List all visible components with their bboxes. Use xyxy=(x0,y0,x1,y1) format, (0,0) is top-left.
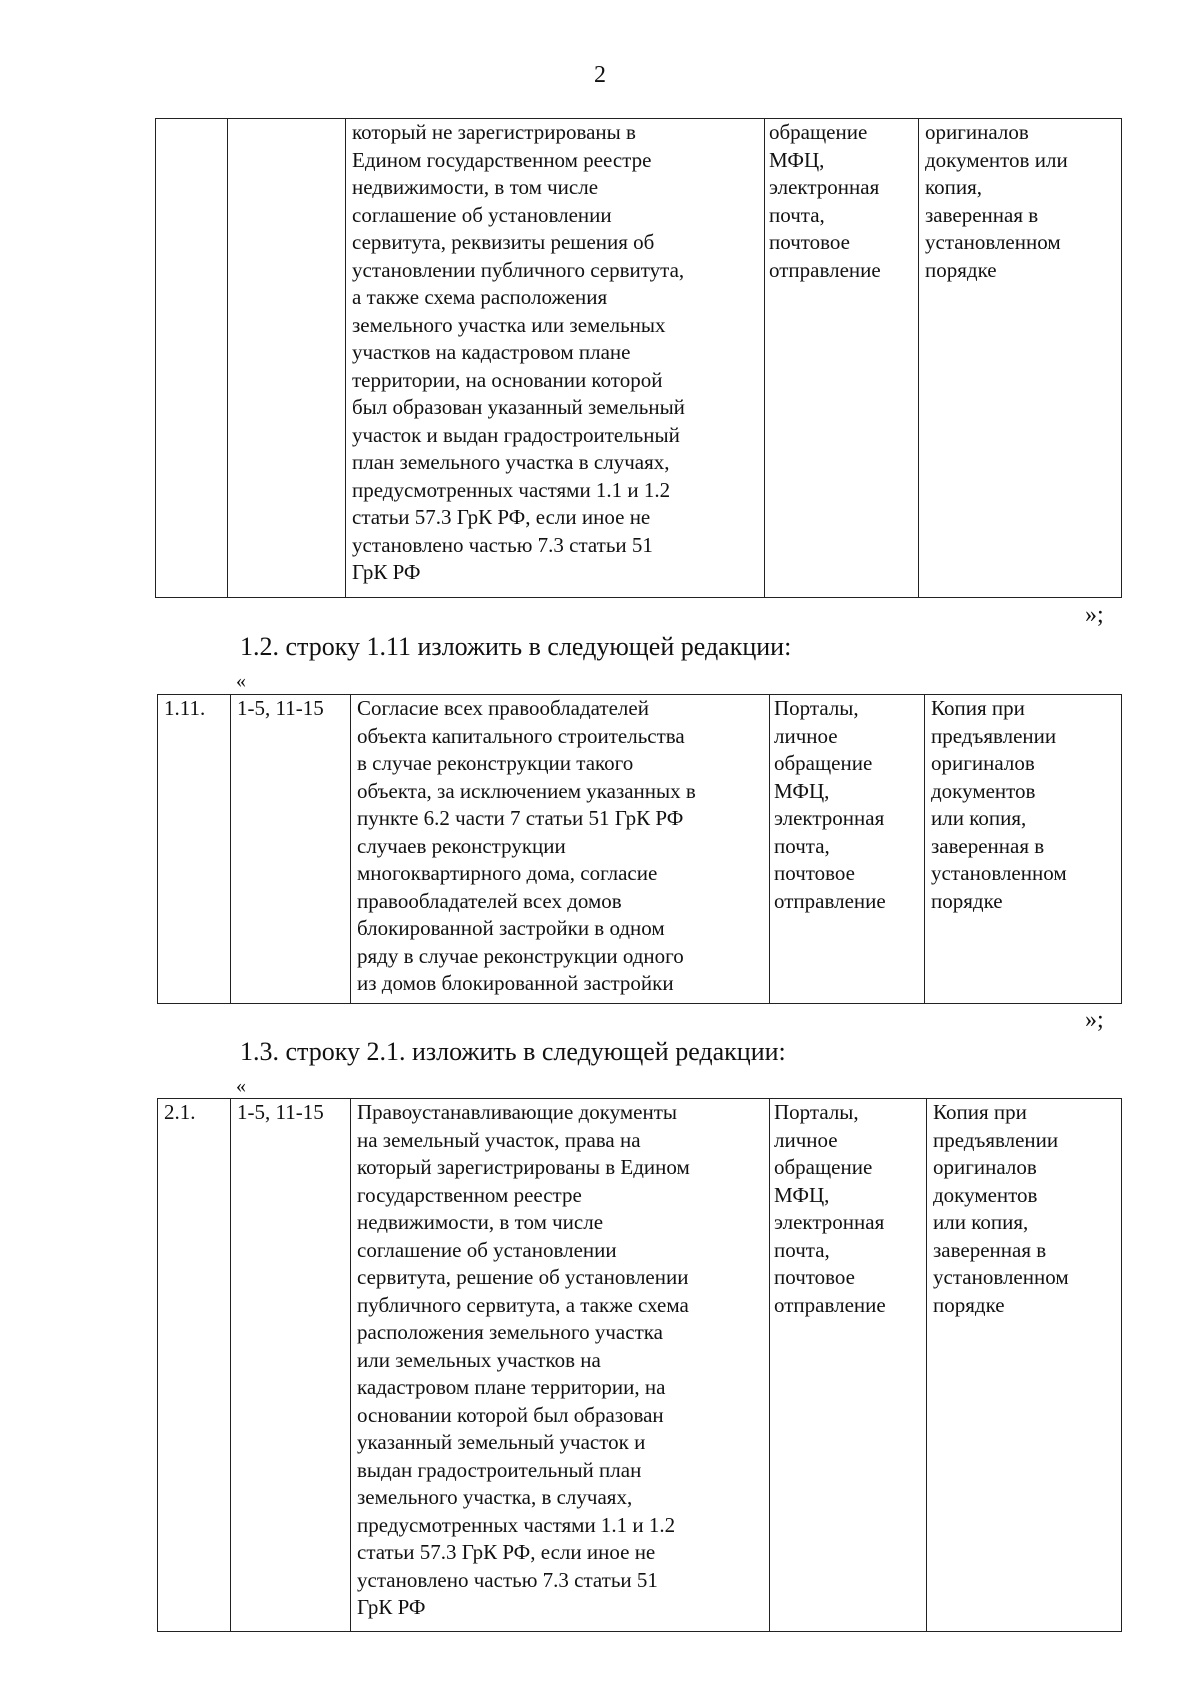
cell-text-line: личное xyxy=(774,723,838,748)
cell-text-line: порядке xyxy=(925,257,997,282)
cell-text-line: установленном xyxy=(925,230,1061,254)
cell-text-line: почта, xyxy=(774,833,830,858)
cell-text-line: документов xyxy=(931,778,1036,803)
page-number: 2 xyxy=(594,62,606,88)
cell-text-line: отправление xyxy=(774,888,886,913)
cell-text-line: план земельного участка в случаях, xyxy=(352,450,670,474)
cell-text-line: расположения земельного участка xyxy=(357,1320,663,1344)
cell-text-line: который не зарегистрированы в xyxy=(352,120,636,144)
document-description-cell xyxy=(351,1099,770,1632)
cell-text-line: личное xyxy=(774,1127,838,1152)
cell-text-line: недвижимости, в том числе xyxy=(352,175,599,199)
row-codes-cell: 1-5, 11-15 xyxy=(231,1099,351,1632)
cell-text-line: государственном реестре xyxy=(357,1182,582,1207)
cell-text-line: соглашение об установлении xyxy=(352,202,612,227)
cell-text-line: Копия при xyxy=(933,1100,1027,1124)
document-form-cell xyxy=(927,1099,1122,1632)
cell-text-line: Порталы, xyxy=(774,1100,859,1124)
document-form-cell xyxy=(925,695,1122,1004)
cell-text-line: случаев реконструкции xyxy=(357,833,566,858)
closing-quote: »; xyxy=(1085,602,1104,628)
cell-text-line: Едином государственном реестре xyxy=(352,147,652,172)
table-row-1-11 xyxy=(157,694,1122,1004)
cell-text-line: пункте 6.2 части 7 статьи 51 ГрК РФ xyxy=(357,806,684,830)
cell-text-line: оригиналов xyxy=(931,751,1035,775)
cell-text-line: предъявлении xyxy=(933,1127,1059,1152)
cell-text-line: оригиналов xyxy=(933,1155,1037,1179)
cell-text-line: порядке xyxy=(933,1292,1005,1317)
cell-text-line: предусмотренных частями 1.1 и 1.2 xyxy=(352,477,671,502)
cell-text-line: сервитута, решение об установлении xyxy=(357,1265,689,1289)
cell-text-line: порядке xyxy=(931,888,1003,913)
cell-text-line: установлении публичного сервитута, xyxy=(352,257,685,282)
cell-text-line: участков на кадастровом плане xyxy=(352,340,631,364)
row-number-cell: 2.1. xyxy=(158,1099,231,1632)
cell-text-line: установлено частью 7.3 статьи 51 xyxy=(357,1567,658,1592)
opening-quote: « xyxy=(236,1075,246,1097)
cell-text-line: заверенная в xyxy=(933,1237,1047,1262)
cell-text-line: ГрК РФ xyxy=(352,560,421,584)
cell-text-line: МФЦ, xyxy=(774,1182,830,1207)
table-row xyxy=(158,1099,1122,1632)
cell-text-line: установленном xyxy=(931,861,1067,885)
document-description-cell xyxy=(351,695,770,1004)
cell-text-line: установленном xyxy=(933,1265,1069,1289)
cell-text-line: документов xyxy=(933,1182,1038,1207)
cell-text-line: публичного сервитута, а также схема xyxy=(357,1292,689,1317)
row-codes-cell xyxy=(228,119,346,598)
document-form-cell xyxy=(919,119,1122,598)
cell-text-line: почтовое xyxy=(769,230,851,254)
cell-text-line: объекта, за исключением указанных в xyxy=(357,778,696,803)
cell-text-line: ГрК РФ xyxy=(357,1595,426,1619)
cell-text-line: почтовое xyxy=(774,861,856,885)
document-description-cell xyxy=(346,119,765,598)
submission-method-cell xyxy=(765,119,919,598)
cell-text-line: ряду в случае реконструкции одного xyxy=(357,943,684,968)
cell-text-line: который зарегистрированы в Едином xyxy=(357,1155,690,1179)
cell-text-line: недвижимости, в том числе xyxy=(357,1210,604,1234)
cell-text-line: а также схема расположения xyxy=(352,285,608,309)
cell-text-line: обращение xyxy=(769,120,868,144)
cell-text-line: заверенная в xyxy=(925,202,1039,227)
submission-method-cell xyxy=(770,695,925,1004)
cell-text-line: выдан градостроительный план xyxy=(357,1457,642,1482)
cell-text-line: почтовое xyxy=(774,1265,856,1289)
cell-text-line: объекта капитального строительства xyxy=(357,723,685,748)
cell-text-line: электронная xyxy=(774,1210,885,1234)
cell-text-line: отправление xyxy=(774,1292,886,1317)
cell-text-line: Порталы, xyxy=(774,696,859,720)
cell-text-line: обращение xyxy=(774,751,873,775)
cell-text-line: указанный земельный участок и xyxy=(357,1430,646,1454)
table-row xyxy=(156,119,1122,598)
cell-text-line: территории, на основании которой xyxy=(352,367,663,392)
cell-text-line: обращение xyxy=(774,1155,873,1179)
cell-text-line: на земельный участок, права на xyxy=(357,1127,641,1152)
cell-text-line: предусмотренных частями 1.1 и 1.2 xyxy=(357,1512,676,1537)
cell-text-line: правообладателей всех домов xyxy=(357,888,622,913)
cell-text-line: или копия, xyxy=(931,806,1027,830)
instruction-1-2: 1.2. строку 1.11 изложить в следующей редакции: xyxy=(240,632,792,661)
cell-text-line: блокированной застройки в одном xyxy=(357,916,665,940)
cell-text-line: Согласие всех правообладателей xyxy=(357,696,649,720)
cell-text-line: земельного участка, в случаях, xyxy=(357,1485,633,1509)
cell-text-line: отправление xyxy=(769,257,881,282)
cell-text-line: МФЦ, xyxy=(769,147,825,172)
cell-text-line: соглашение об установлении xyxy=(357,1237,617,1262)
cell-text-line: электронная xyxy=(774,806,885,830)
cell-text-line: кадастровом плане территории, на xyxy=(357,1375,666,1399)
cell-text-line: из домов блокированной застройки xyxy=(357,971,674,995)
cell-text-line: заверенная в xyxy=(931,833,1045,858)
instruction-1-3: 1.3. строку 2.1. изложить в следующей редакции: xyxy=(240,1037,786,1066)
cell-text-line: многоквартирного дома, согласие xyxy=(357,861,658,885)
cell-text-line: оригиналов xyxy=(925,120,1029,144)
cell-text-line: был образован указанный земельный xyxy=(352,395,685,419)
cell-text-line: копия, xyxy=(925,175,983,199)
table-continuation xyxy=(155,118,1122,598)
cell-text-line: статьи 57.3 ГрК РФ, если иное не xyxy=(352,505,651,529)
row-number-cell: 1.11. xyxy=(158,695,231,1004)
cell-text-line: МФЦ, xyxy=(774,778,830,803)
cell-text-line: документов или xyxy=(925,147,1068,172)
table-row xyxy=(158,695,1122,1004)
cell-text-line: Копия при xyxy=(931,696,1025,720)
row-number-cell xyxy=(156,119,228,598)
cell-text-line: основании которой был образован xyxy=(357,1402,664,1427)
submission-method-cell xyxy=(770,1099,927,1632)
cell-text-line: или копия, xyxy=(933,1210,1029,1234)
cell-text-line: в случае реконструкции такого xyxy=(357,751,634,775)
cell-text-line: земельного участка или земельных xyxy=(352,312,666,337)
cell-text-line: Правоустанавливающие документы xyxy=(357,1100,678,1124)
cell-text-line: почта, xyxy=(769,202,825,227)
cell-text-line: почта, xyxy=(774,1237,830,1262)
cell-text-line: электронная xyxy=(769,175,880,199)
row-codes-cell: 1-5, 11-15 xyxy=(231,695,351,1004)
cell-text-line: участок и выдан градостроительный xyxy=(352,422,680,447)
cell-text-line: сервитута, реквизиты решения об xyxy=(352,230,655,254)
closing-quote: »; xyxy=(1085,1007,1104,1033)
opening-quote: « xyxy=(236,670,246,692)
cell-text-line: предъявлении xyxy=(931,723,1057,748)
cell-text-line: статьи 57.3 ГрК РФ, если иное не xyxy=(357,1540,656,1564)
table-row-2-1 xyxy=(157,1098,1122,1632)
cell-text-line: установлено частью 7.3 статьи 51 xyxy=(352,532,653,557)
cell-text-line: или земельных участков на xyxy=(357,1347,601,1372)
